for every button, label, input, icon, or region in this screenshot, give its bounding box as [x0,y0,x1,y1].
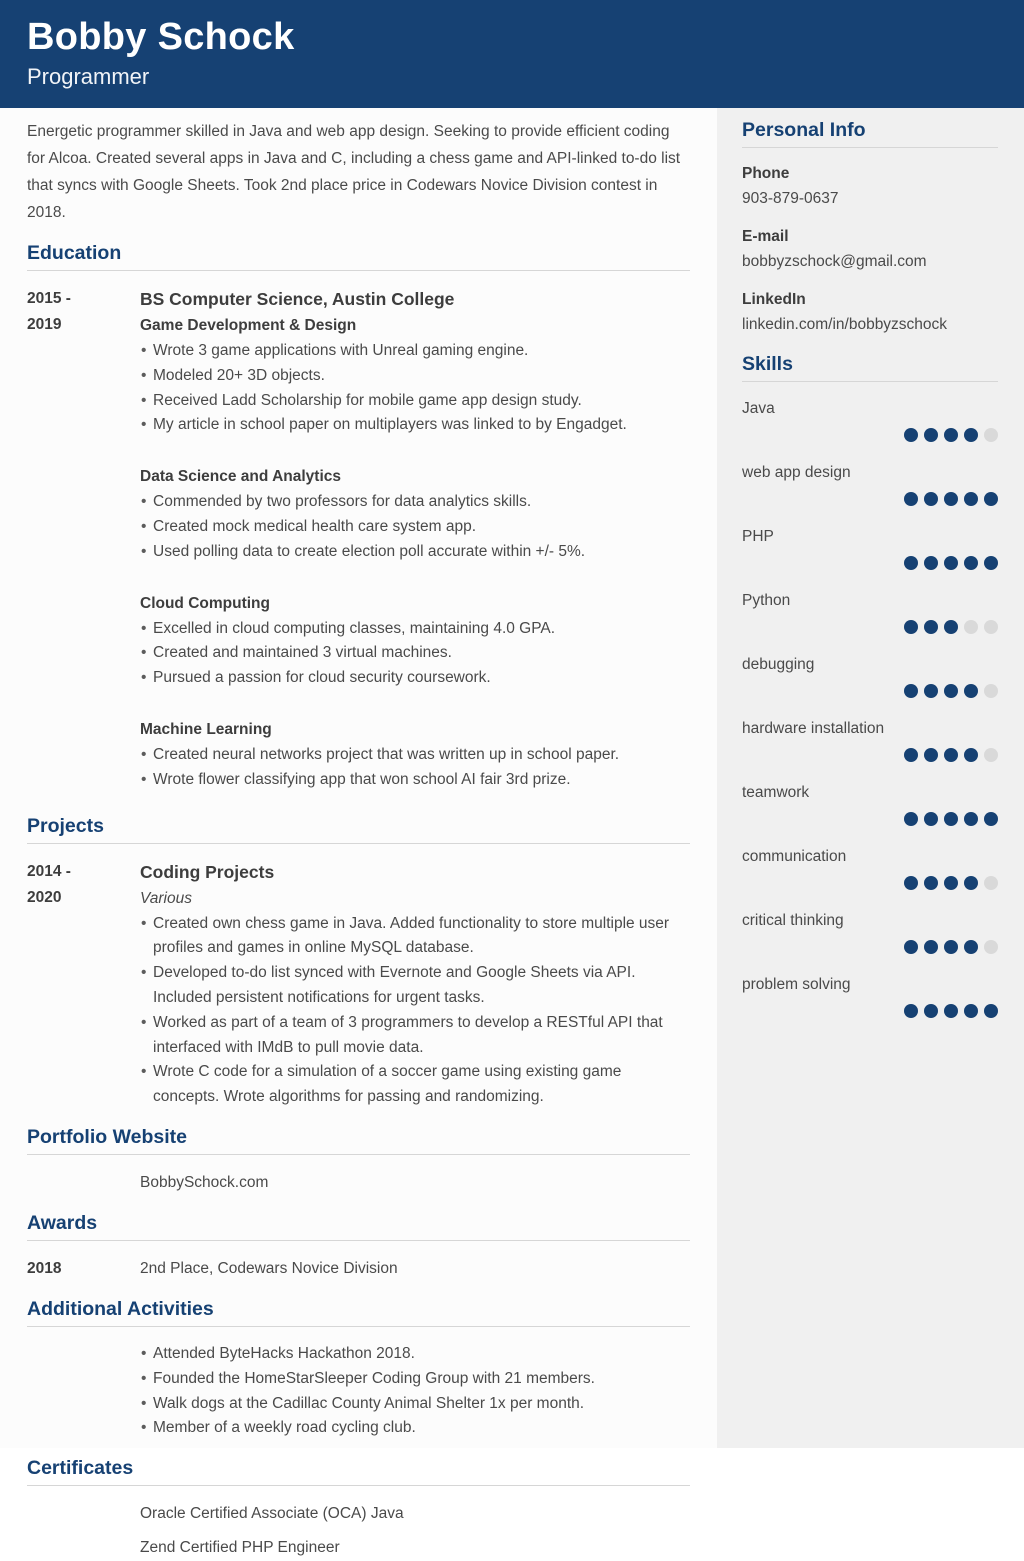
skills-list [742,382,998,1024]
skill-row [742,704,998,768]
skill-row [742,640,998,704]
bullet-item: • Attended ByteHacks Hackathon 2018. [140,1342,690,1367]
projects-entry [27,844,690,1110]
skill-dot-empty [964,620,978,634]
education-body [140,286,690,799]
section-heading-education: Education [27,241,690,271]
field-label: Phone [742,165,790,182]
skill-dot-filled [904,620,918,634]
skill-row [742,448,998,512]
bullet-item: • My article in school paper on multiplayers was linked to by Engadget. [140,413,690,438]
bullet-item: • Created neural networks project that was written up in school paper. [140,743,690,768]
phone-value: 903-879-0637 [742,190,839,207]
skill-row [742,576,998,640]
skill-dot-filled [904,428,918,442]
skill-name: debugging [742,656,815,673]
bullet-list [140,490,690,564]
skill-dot-filled [944,1004,958,1018]
summary-text: Energetic programmer skilled in Java and web app design. Seeking to provide efficient coding for Alcoa. Created several apps in Java and C, including a chess game and API-linked to-do list that syncs with Google Sheets. Took 2nd place price in Codewars Novice Division contest in 2018. [27,123,681,221]
skill-dot-filled [924,1004,938,1018]
date-end: 2019 [27,316,62,333]
skill-row [742,768,998,832]
date-start: 2014 - [27,862,71,880]
skill-rating [742,677,998,704]
personal-info-field-linkedin [742,274,998,337]
bullet-item: • Walk dogs at the Cadillac County Animal Shelter 1x per month. [140,1392,690,1417]
linkedin-value: linkedin.com/in/bobbyzschock [742,316,948,333]
skill-dot-filled [904,556,918,570]
bullet-item: • Received Ladd Scholarship for mobile game app design study. [140,389,690,414]
portfolio-body [140,1170,690,1196]
skill-rating [742,421,998,448]
skill-dot-empty [984,748,998,762]
bullet-item: • Used polling data to create election poll accurate within +/- 5%. [140,540,690,565]
skill-row [742,960,998,1024]
skill-dot-filled [944,940,958,954]
bullet-item: • Created own chess game in Java. Added functionality to store multiple user profiles and games in online MySQL database. [140,912,690,962]
bullet-item: • Wrote C code for a simulation of a soccer game using existing game concepts. Wrote algorithms for passing and randomizing. [140,1060,690,1110]
section-heading-certificates: Certificates [27,1456,690,1486]
skill-rating [742,549,998,576]
skill-dot-filled [924,556,938,570]
skill-dot-filled [964,748,978,762]
skill-dot-filled [904,748,918,762]
skill-dot-filled [944,748,958,762]
skill-dot-filled [944,620,958,634]
section-heading-personal-info: Personal Info [742,118,998,148]
personal-info-field-email [742,211,998,274]
date-end: 2020 [27,888,62,906]
skill-dot-filled [984,556,998,570]
skill-name: hardware installation [742,720,885,737]
skill-name: critical thinking [742,912,844,929]
skill-name: Java [742,400,775,417]
person-job-title: Programmer [27,64,150,89]
skill-dot-filled [924,620,938,634]
certificates-dates [27,1501,140,1561]
skill-dot-filled [904,940,918,954]
skill-name: Python [742,592,791,609]
section-heading-skills: Skills [742,352,998,382]
group-title: Cloud Computing [140,594,270,612]
skill-dot-filled [944,428,958,442]
field-label: E-mail [742,228,789,245]
skill-row [742,832,998,896]
skill-row [742,512,998,576]
person-name: Bobby Schock [27,16,295,58]
projects-dates [27,859,140,1110]
bullet-item: • Founded the HomeStarSleeper Coding Group with 21 members. [140,1367,690,1392]
skill-dot-filled [984,812,998,826]
certificate-item: Oracle Certified Associate (OCA) Java [140,1505,404,1523]
skill-row [742,384,998,448]
bullet-item: • Pursued a passion for cloud security coursework. [140,666,690,691]
skill-dot-filled [964,940,978,954]
email-value: bobbyzschock@gmail.com [742,253,927,270]
bullet-list [140,1342,690,1441]
skill-dot-filled [984,492,998,506]
group-title: Data Science and Analytics [140,468,342,486]
skill-dot-filled [924,748,938,762]
skill-dot-filled [964,492,978,506]
skill-name: PHP [742,528,774,545]
portfolio-entry [27,1155,690,1196]
group-title: Machine Learning [140,720,272,738]
skill-dot-filled [944,812,958,826]
certificates-body [140,1501,690,1561]
section-heading-portfolio: Portfolio Website [27,1125,690,1155]
bullet-item: • Excelled in cloud computing classes, maintaining 4.0 GPA. [140,617,690,642]
skill-row [742,896,998,960]
portfolio-url: BobbySchock.com [140,1173,269,1191]
skill-name: communication [742,848,847,865]
certificates-entry [27,1486,690,1561]
skill-name: web app design [742,464,851,481]
skill-dot-empty [984,620,998,634]
sidebar [717,108,1024,1448]
skill-dot-filled [964,428,978,442]
section-heading-awards: Awards [27,1211,690,1241]
skill-rating [742,741,998,768]
skill-rating [742,997,998,1024]
skill-dot-filled [924,428,938,442]
skill-rating [742,613,998,640]
education-group [140,591,690,691]
skill-dot-filled [964,556,978,570]
education-group [140,717,690,793]
project-title: Coding Projects [140,861,275,882]
skill-dot-filled [984,1004,998,1018]
bullet-item: • Created and maintained 3 virtual machines. [140,641,690,666]
bullet-item: • Developed to-do list synced with Evernote and Google Sheets via API. Included persistent notifications for urgent tasks. [140,961,690,1011]
certificate-item: Zend Certified PHP Engineer [140,1539,340,1557]
bullet-item: • Modeled 20+ 3D objects. [140,364,690,389]
projects-body [140,859,690,1110]
skill-dot-filled [944,556,958,570]
skill-dot-empty [984,876,998,890]
date-start: 2015 - [27,290,71,307]
portfolio-dates [27,1170,140,1196]
activities-body [140,1342,690,1441]
skill-name: problem solving [742,976,851,993]
skill-dot-filled [964,684,978,698]
project-subtitle: Various [140,889,192,907]
activities-entry [27,1327,690,1441]
skill-rating [742,485,998,512]
bullet-item: • Commended by two professors for data analytics skills. [140,490,690,515]
bullet-list [140,617,690,691]
group-title: Game Development & Design [140,317,357,334]
awards-body [140,1256,690,1282]
skill-dot-empty [984,684,998,698]
skill-dot-filled [964,812,978,826]
skill-rating [742,869,998,896]
activities-dates [27,1342,140,1441]
bullet-list [140,339,690,438]
skill-rating [742,805,998,832]
bullet-item: • Created mock medical health care system app. [140,515,690,540]
education-group [140,464,690,564]
header-band [0,0,1024,108]
section-heading-projects: Projects [27,814,690,844]
content-columns [0,108,1024,1557]
skill-dot-filled [944,492,958,506]
bullet-list [140,912,690,1110]
skill-dot-filled [924,812,938,826]
skill-dot-filled [924,492,938,506]
skill-dot-empty [984,428,998,442]
skill-dot-filled [924,684,938,698]
skill-dot-filled [944,684,958,698]
skill-dot-filled [964,876,978,890]
education-dates [27,286,140,799]
skill-dot-filled [904,812,918,826]
main-column [0,108,717,1557]
skill-dot-filled [904,1004,918,1018]
awards-entry [27,1241,690,1282]
section-heading-activities: Additional Activities [27,1297,690,1327]
skill-dot-filled [924,940,938,954]
skill-dot-filled [924,876,938,890]
bullet-item: • Worked as part of a team of 3 programmers to develop a RESTful API that interfaced with IMdB to pull movie data. [140,1011,690,1061]
skill-dot-empty [984,940,998,954]
skill-dot-filled [964,1004,978,1018]
skill-name: teamwork [742,784,810,801]
field-label: LinkedIn [742,291,806,308]
education-entry [27,271,690,799]
education-group [140,313,690,438]
skill-dot-filled [904,684,918,698]
award-title: 2nd Place, Codewars Novice Division [140,1259,398,1277]
award-date: 2018 [27,1259,62,1277]
bullet-item: • Wrote 3 game applications with Unreal gaming engine. [140,339,690,364]
bullet-list [140,743,690,793]
skill-dot-filled [944,876,958,890]
skill-rating [742,933,998,960]
skill-dot-filled [904,876,918,890]
bullet-item: • Member of a weekly road cycling club. [140,1416,690,1441]
bullet-item: • Wrote flower classifying app that won school AI fair 3rd prize. [140,768,690,793]
personal-info-field-phone [742,148,998,211]
skill-dot-filled [904,492,918,506]
degree-title: BS Computer Science, Austin College [140,289,455,309]
